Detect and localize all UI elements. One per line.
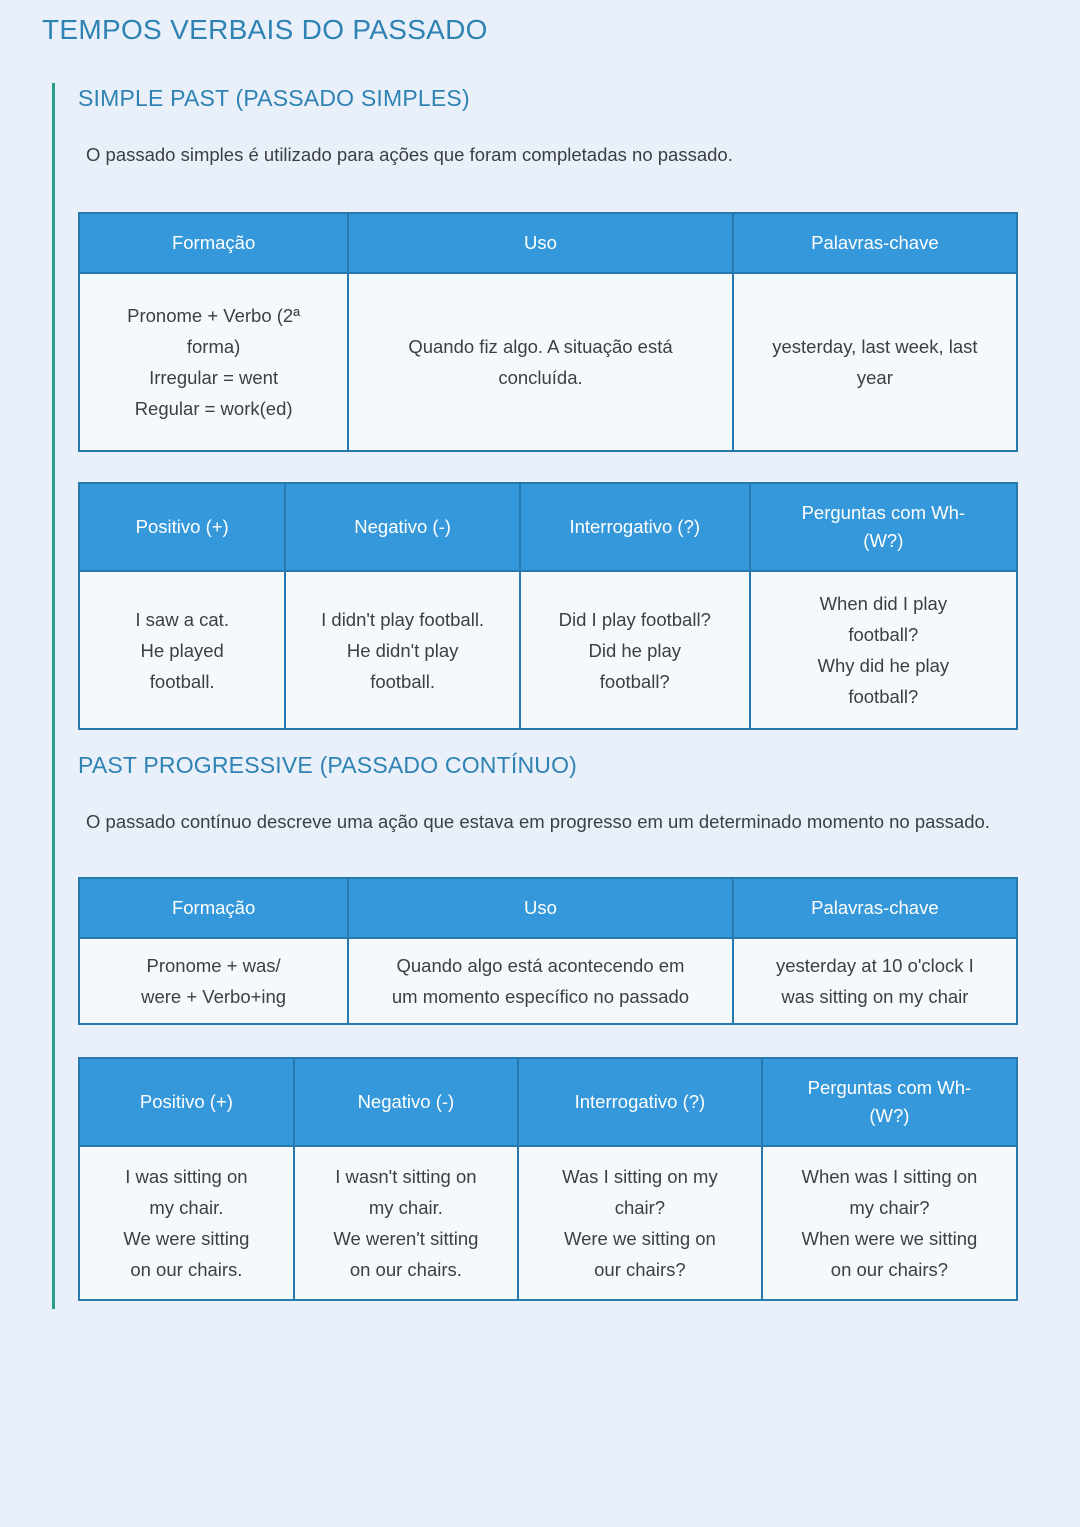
column-header-uso: Uso bbox=[348, 878, 733, 938]
cell-formacao: Pronome + was/ were + Verbo+ing bbox=[79, 938, 348, 1024]
column-header-negativo: Negativo (-) bbox=[294, 1058, 518, 1146]
table-header-row bbox=[79, 1058, 1017, 1146]
cell-formacao: Pronome + Verbo (2ª forma) Irregular = went Regular = work(ed) bbox=[79, 273, 348, 451]
cell-negativo: I didn't play football. He didn't play football. bbox=[285, 571, 520, 729]
column-header-interrogativo: Interrogativo (?) bbox=[518, 1058, 762, 1146]
section-description-simple-past: O passado simples é utilizado para ações que foram completadas no passado. bbox=[86, 144, 733, 165]
cell-uso: Quando fiz algo. A situação está concluída. bbox=[348, 273, 733, 451]
past-progressive-forms-table bbox=[78, 1057, 1018, 1301]
cell-palavras-chave: yesterday, last week, last year bbox=[733, 273, 1017, 451]
cell-perguntas-wh: When was I sitting on my chair? When were we sitting on our chairs? bbox=[762, 1146, 1017, 1300]
section-heading-simple-past: SIMPLE PAST (PASSADO SIMPLES) bbox=[78, 85, 470, 111]
table-row bbox=[79, 571, 1017, 729]
column-header-negativo: Negativo (-) bbox=[285, 483, 520, 571]
column-header-interrogativo: Interrogativo (?) bbox=[520, 483, 750, 571]
cell-uso: Quando algo está acontecendo em um momento específico no passado bbox=[348, 938, 733, 1024]
page-title: TEMPOS VERBAIS DO PASSADO bbox=[42, 14, 488, 45]
column-header-perguntas-wh: Perguntas com Wh- (W?) bbox=[750, 483, 1017, 571]
cell-negativo: I wasn't sitting on my chair. We weren't sitting on our chairs. bbox=[294, 1146, 518, 1300]
simple-past-formation-table bbox=[78, 212, 1018, 452]
column-header-formacao: Formação bbox=[79, 213, 348, 273]
column-header-positivo: Positivo (+) bbox=[79, 1058, 294, 1146]
past-progressive-formation-table bbox=[78, 877, 1018, 1025]
table-header-row bbox=[79, 213, 1017, 273]
column-header-palavras-chave: Palavras-chave bbox=[733, 878, 1017, 938]
table-row bbox=[79, 1146, 1017, 1300]
column-header-positivo: Positivo (+) bbox=[79, 483, 285, 571]
table-header-row bbox=[79, 483, 1017, 571]
column-header-formacao: Formação bbox=[79, 878, 348, 938]
cell-positivo: I was sitting on my chair. We were sitting on our chairs. bbox=[79, 1146, 294, 1300]
table-header-row bbox=[79, 878, 1017, 938]
column-header-palavras-chave: Palavras-chave bbox=[733, 213, 1017, 273]
column-header-uso: Uso bbox=[348, 213, 733, 273]
cell-interrogativo: Did I play football? Did he play football? bbox=[520, 571, 750, 729]
cell-positivo: I saw a cat. He played football. bbox=[79, 571, 285, 729]
cell-perguntas-wh: When did I play football? Why did he play football? bbox=[750, 571, 1017, 729]
simple-past-forms-table bbox=[78, 482, 1018, 730]
cell-interrogativo: Was I sitting on my chair? Were we sitting on our chairs? bbox=[518, 1146, 762, 1300]
cell-palavras-chave: yesterday at 10 o'clock I was sitting on my chair bbox=[733, 938, 1017, 1024]
section-heading-past-progressive: PAST PROGRESSIVE (PASSADO CONTÍNUO) bbox=[78, 752, 578, 778]
column-header-perguntas-wh: Perguntas com Wh- (W?) bbox=[762, 1058, 1017, 1146]
section-description-past-progressive: O passado contínuo descreve uma ação que estava em progresso em um determinado momento no passado. bbox=[86, 811, 990, 832]
content-block bbox=[52, 83, 1018, 1309]
table-row bbox=[79, 273, 1017, 451]
table-row bbox=[79, 938, 1017, 1024]
